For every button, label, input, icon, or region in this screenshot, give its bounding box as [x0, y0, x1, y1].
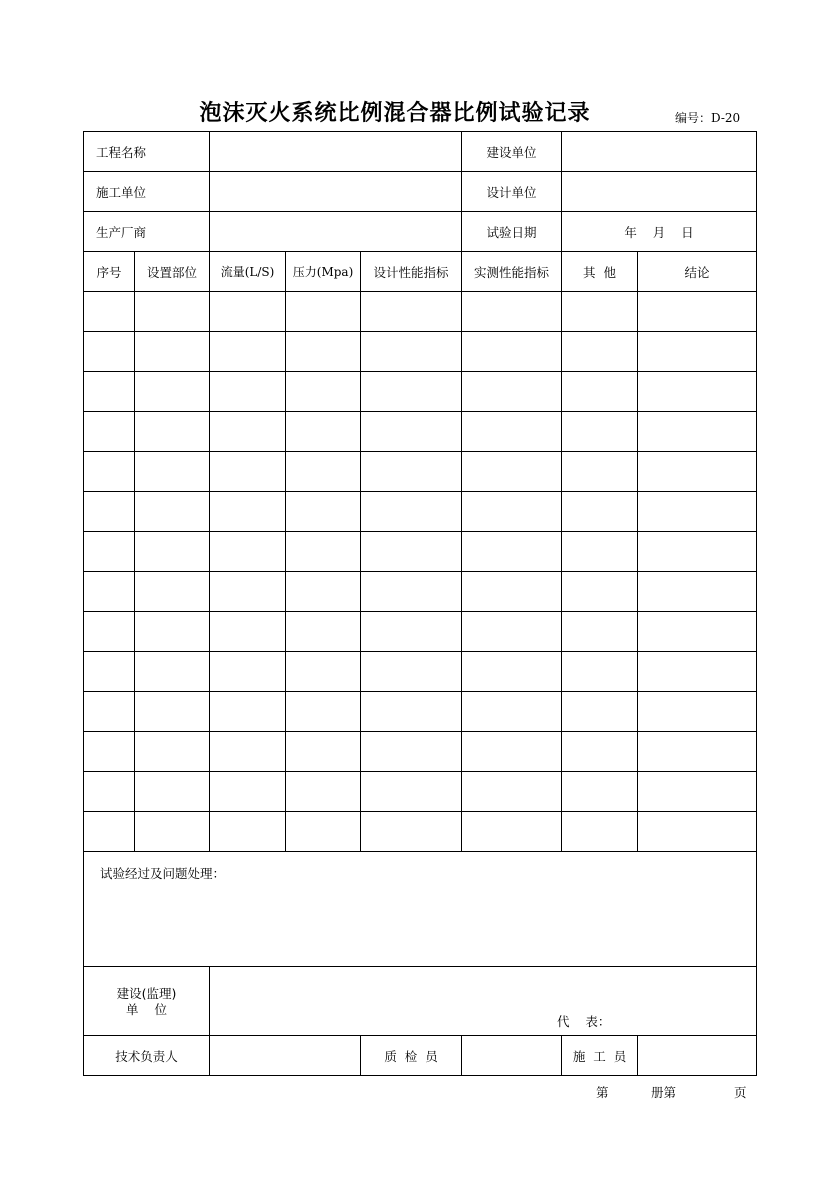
code-label: 编号：: [675, 111, 712, 125]
design-unit-label: 设计单位: [462, 172, 562, 212]
project-name-value[interactable]: [210, 132, 462, 172]
table-cell[interactable]: [462, 492, 562, 532]
inspector-label: 质 检 员: [361, 1036, 462, 1076]
process-row: [84, 852, 757, 967]
record-table: [83, 131, 757, 1076]
table-cell[interactable]: [286, 412, 361, 452]
table-row: [84, 332, 757, 372]
table-cell[interactable]: [286, 292, 361, 332]
table-cell[interactable]: [462, 372, 562, 412]
manufacturer-label: 生产厂商: [84, 212, 210, 252]
table-row: [84, 532, 757, 572]
process-cell[interactable]: [84, 852, 757, 967]
construction-unit-label: 施工单位: [84, 172, 210, 212]
tech-lead-value[interactable]: [210, 1036, 361, 1076]
table-cell[interactable]: [286, 652, 361, 692]
table-cell[interactable]: [638, 492, 757, 532]
build-unit-value[interactable]: [562, 132, 757, 172]
table-cell[interactable]: [462, 572, 562, 612]
table-cell[interactable]: [638, 772, 757, 812]
table-cell[interactable]: [361, 692, 462, 732]
table-cell[interactable]: [562, 772, 638, 812]
table-cell[interactable]: [286, 812, 361, 852]
tech-lead-label: 技术负责人: [84, 1036, 210, 1076]
rep-unit-label: [84, 967, 210, 1036]
construction-unit-value[interactable]: [210, 172, 462, 212]
table-cell[interactable]: [210, 492, 286, 532]
table-row: [84, 652, 757, 692]
table-cell[interactable]: [562, 332, 638, 372]
code-value: D-20: [711, 111, 741, 125]
table-cell[interactable]: [462, 772, 562, 812]
table-cell[interactable]: [84, 292, 135, 332]
table-cell[interactable]: [210, 772, 286, 812]
table-cell[interactable]: [210, 612, 286, 652]
table-cell[interactable]: [210, 692, 286, 732]
constructor-value[interactable]: [638, 1036, 757, 1076]
table-cell[interactable]: [562, 732, 638, 772]
table-row: [84, 492, 757, 532]
test-date-value[interactable]: 年 月 日: [562, 212, 757, 252]
col-header-pressure: 压力(Mpa): [286, 252, 361, 292]
table-cell[interactable]: [562, 572, 638, 612]
rep-unit-line1: 建设(监理): [116, 986, 177, 1001]
table-cell[interactable]: [361, 372, 462, 412]
table-cell[interactable]: [462, 412, 562, 452]
table-cell[interactable]: [286, 692, 361, 732]
table-cell[interactable]: [84, 332, 135, 372]
table-cell[interactable]: [210, 532, 286, 572]
table-cell[interactable]: [562, 812, 638, 852]
table-cell[interactable]: [84, 772, 135, 812]
table-cell[interactable]: [135, 412, 210, 452]
table-cell[interactable]: [135, 372, 210, 412]
table-cell[interactable]: [135, 292, 210, 332]
table-cell[interactable]: [462, 652, 562, 692]
table-cell[interactable]: [135, 732, 210, 772]
col-header-measured-index: 实测性能指标: [462, 252, 562, 292]
manufacturer-value[interactable]: [210, 212, 462, 252]
table-cell[interactable]: [638, 332, 757, 372]
table-row: [84, 372, 757, 412]
table-cell[interactable]: [210, 412, 286, 452]
table-cell[interactable]: [562, 412, 638, 452]
test-date-label: 试验日期: [462, 212, 562, 252]
table-cell[interactable]: [135, 452, 210, 492]
table-cell[interactable]: [286, 772, 361, 812]
table-cell[interactable]: [84, 812, 135, 852]
table-cell[interactable]: [361, 612, 462, 652]
info-row-construction: [84, 172, 757, 212]
table-cell[interactable]: [135, 772, 210, 812]
table-cell[interactable]: [210, 732, 286, 772]
table-cell[interactable]: [84, 532, 135, 572]
footer-volume-page: 册第: [651, 1085, 677, 1100]
table-cell[interactable]: [562, 492, 638, 532]
table-cell[interactable]: [84, 612, 135, 652]
table-cell[interactable]: [638, 532, 757, 572]
table-cell[interactable]: [638, 812, 757, 852]
col-header-location: 设置部位: [135, 252, 210, 292]
info-row-manufacturer: [84, 212, 757, 252]
table-cell[interactable]: [84, 572, 135, 612]
rep-sign-cell[interactable]: [210, 967, 757, 1036]
page-title: 泡沫灭火系统比例混合器比例试验记录: [199, 101, 591, 126]
table-cell[interactable]: [638, 692, 757, 732]
table-cell[interactable]: [286, 452, 361, 492]
table-cell[interactable]: [361, 772, 462, 812]
build-unit-label: 建设单位: [462, 132, 562, 172]
table-row: [84, 292, 757, 332]
table-cell[interactable]: [135, 572, 210, 612]
table-row: [84, 692, 757, 732]
table-cell[interactable]: [210, 372, 286, 412]
table-cell[interactable]: [361, 812, 462, 852]
table-cell[interactable]: [462, 812, 562, 852]
document-code: [675, 109, 740, 126]
table-cell[interactable]: [361, 332, 462, 372]
table-cell[interactable]: [210, 452, 286, 492]
table-cell[interactable]: [210, 332, 286, 372]
table-cell[interactable]: [361, 652, 462, 692]
table-cell[interactable]: [361, 532, 462, 572]
table-cell[interactable]: [84, 372, 135, 412]
table-cell[interactable]: [562, 292, 638, 332]
table-cell[interactable]: [638, 732, 757, 772]
table-cell[interactable]: [562, 452, 638, 492]
table-cell[interactable]: [135, 332, 210, 372]
table-cell[interactable]: [84, 692, 135, 732]
table-cell[interactable]: [638, 292, 757, 332]
table-cell[interactable]: [462, 332, 562, 372]
table-cell[interactable]: [286, 332, 361, 372]
table-cell[interactable]: [286, 612, 361, 652]
table-row: [84, 732, 757, 772]
table-row: [84, 772, 757, 812]
table-cell[interactable]: [562, 612, 638, 652]
col-header-index: 序号: [84, 252, 135, 292]
table-cell[interactable]: [210, 292, 286, 332]
table-cell[interactable]: [135, 492, 210, 532]
table-row: [84, 612, 757, 652]
table-cell[interactable]: [210, 572, 286, 612]
table-row: [84, 412, 757, 452]
col-header-design-index: 设计性能指标: [361, 252, 462, 292]
col-header-other: 其 他: [562, 252, 638, 292]
table-cell[interactable]: [286, 732, 361, 772]
table-cell[interactable]: [562, 372, 638, 412]
data-rows: [84, 292, 757, 852]
table-cell[interactable]: [210, 652, 286, 692]
table-cell[interactable]: [638, 372, 757, 412]
signature-row: [84, 1036, 757, 1076]
table-cell[interactable]: [286, 492, 361, 532]
table-cell[interactable]: [638, 572, 757, 612]
table-cell[interactable]: [84, 652, 135, 692]
table-cell[interactable]: [361, 292, 462, 332]
project-name-label: 工程名称: [84, 132, 210, 172]
table-cell[interactable]: [361, 492, 462, 532]
table-cell[interactable]: [135, 652, 210, 692]
table-cell[interactable]: [135, 612, 210, 652]
footer-page: 页: [734, 1085, 747, 1100]
rep-sign-label: 代 表：: [557, 1014, 611, 1029]
table-cell[interactable]: [84, 732, 135, 772]
table-cell[interactable]: [135, 812, 210, 852]
table-cell[interactable]: [361, 452, 462, 492]
design-unit-value[interactable]: [562, 172, 757, 212]
table-cell[interactable]: [286, 532, 361, 572]
info-row-project: [84, 132, 757, 172]
table-cell[interactable]: [135, 532, 210, 572]
table-cell[interactable]: [562, 652, 638, 692]
table-cell[interactable]: [84, 412, 135, 452]
table-cell[interactable]: [638, 412, 757, 452]
table-cell[interactable]: [210, 812, 286, 852]
representative-row: [84, 967, 757, 1036]
table-cell[interactable]: [638, 652, 757, 692]
table-cell[interactable]: [361, 732, 462, 772]
table-cell[interactable]: [562, 532, 638, 572]
table-cell[interactable]: [462, 732, 562, 772]
table-cell[interactable]: [462, 612, 562, 652]
table-cell[interactable]: [562, 692, 638, 732]
table-row: [84, 812, 757, 852]
table-cell[interactable]: [462, 452, 562, 492]
table-cell[interactable]: [462, 532, 562, 572]
table-row: [84, 572, 757, 612]
table-cell[interactable]: [361, 572, 462, 612]
table-cell[interactable]: [84, 452, 135, 492]
constructor-label: 施 工 员: [562, 1036, 638, 1076]
inspector-value[interactable]: [462, 1036, 562, 1076]
rep-unit-line2: 单 位: [126, 1002, 167, 1017]
table-cell[interactable]: [462, 292, 562, 332]
table-cell[interactable]: [286, 572, 361, 612]
column-header-row: [84, 252, 757, 292]
table-row: [84, 452, 757, 492]
table-cell[interactable]: [638, 612, 757, 652]
footer-di: 第: [596, 1085, 609, 1100]
process-label: 试验经过及问题处理：: [100, 866, 226, 881]
table-cell[interactable]: [135, 692, 210, 732]
col-header-flow: 流量(L/S): [210, 252, 286, 292]
table-cell[interactable]: [638, 452, 757, 492]
col-header-conclusion: 结论: [638, 252, 757, 292]
table-cell[interactable]: [84, 492, 135, 532]
table-cell[interactable]: [361, 412, 462, 452]
table-cell[interactable]: [462, 692, 562, 732]
table-cell[interactable]: [286, 372, 361, 412]
